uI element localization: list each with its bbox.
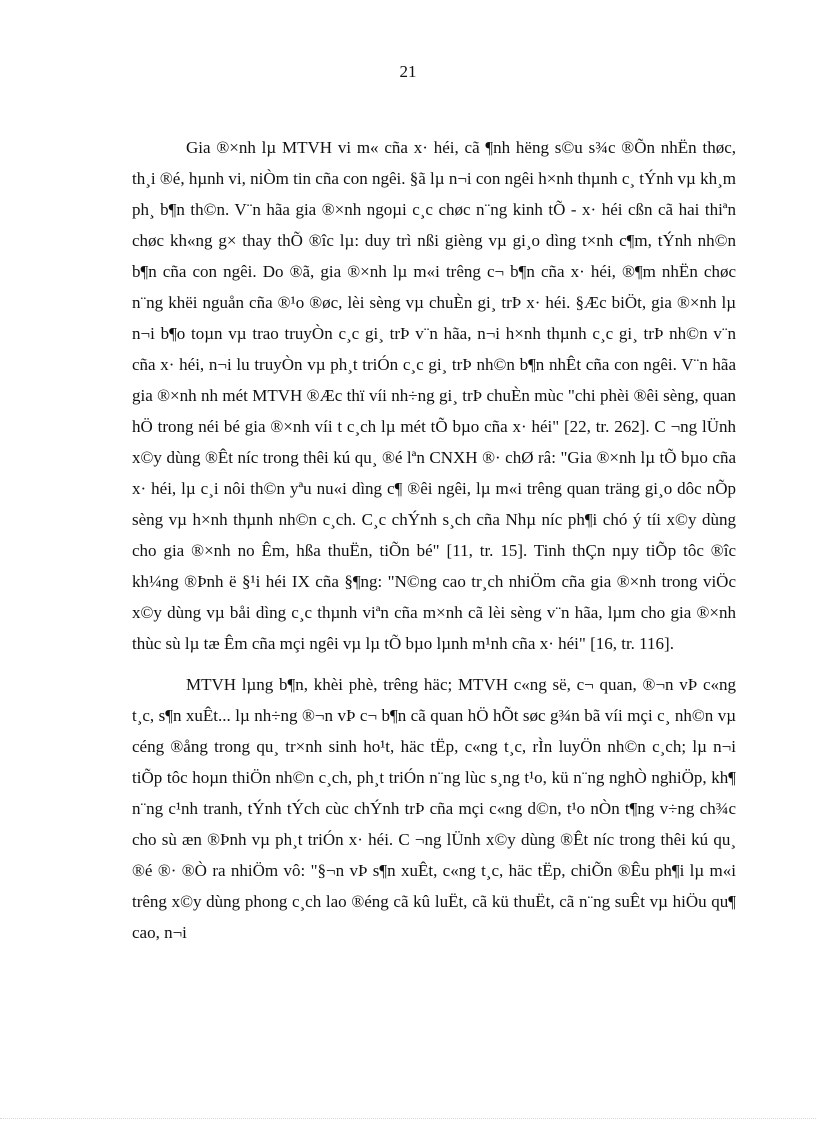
page-number: 21: [399, 62, 417, 81]
body-text: [132, 132, 736, 958]
paragraph-work-environment: MTVH lµng b¶n, khèi phè, trêng häc; MTVH c«ng së, c¬ quan, ®¬n vÞ c«ng t¸c, s¶n xuÊt... lµ nh÷ng ®¬n vÞ c¬ b¶n cã quan hÖ hÕt søc g¾n bã víi mçi c¸ nh©n vµ céng ®ång trong qu¸ tr×nh sinh ho¹t, häc tËp, c«ng t¸c, rÌn luyÖn nh©n c¸ch; lµ n¬i tiÕp tôc hoµn thiÖn nh©n c¸ch, ph¸t triÓn n¨ng lùc s¸ng t¹o, kü n¨ng nghÒ nghiÖp, kh¶ n¨ng c¹nh tranh, tÝnh tÝch cùc chÝnh trÞ cña mçi c«ng d©n, t¹o nÒn t¶ng v÷ng ch¾c cho sù æn ®Þnh vµ ph¸t triÓn x· héi. C ¬ng lÜnh x©y dùng ®Êt níc trong thêi kú qu¸ ®é ®· ®Ò ra nhiÖm vô: "§¬n vÞ s¶n xuÊt, c«ng t¸c, häc tËp, chiÕn ®Êu ph¶i lµ m«i trêng x©y dùng phong c¸ch lao ®éng cã kû luËt, cã kü thuËt, cã n¨ng suÊt vµ hiÖu qu¶ cao, n¬i: [132, 675, 736, 942]
page-bottom-divider: [0, 1118, 816, 1119]
paragraph-family-culture: Gia ®×nh lµ MTVH vi m« cña x· héi, cã ¶nh hëng s©u s¾c ®Õn nhËn thøc, th¸i ®é, hµnh vi, niÒm tin cña con ngêi. §ã lµ n¬i con ngêi h×nh thµnh c¸ tÝnh vµ kh¸m ph¸ b¶n th©n. V¨n hãa gia ®×nh ngoµi c¸c chøc n¨ng kinh tÕ - x· héi cßn cã hai thiªn chøc kh«ng g× thay thÕ ®îc lµ: duy trì nßi gièng vµ gi¸o dìng t×nh c¶m, tÝnh nh©n b¶n cña con ngêi. Do ®ã, gia ®×nh lµ m«i trêng c¬ b¶n cña x· héi, ®¶m nhËn chøc n¨ng khëi nguån cña ®¹o ®øc, lèi sèng vµ chuÈn gi¸ trÞ x· héi. §Æc biÖt, gia ®×nh lµ n¬i b¶o toµn vµ trao truyÒn c¸c gi¸ trÞ v¨n hãa, n¬i h×nh thµnh c¸c gi¸ trÞ nh©n v¨n cña x· héi, n¬i lu truyÒn vµ ph¸t triÓn c¸c gi¸ trÞ nh©n b¶n nhÊt cña con ngêi. V¨n hãa gia ®×nh nh mét MTVH ®Æc thï víi nh÷ng gi¸ trÞ chuÈn mùc "chi phèi ®êi sèng, quan hÖ trong néi bé gia ®×nh víi t c¸ch lµ mét tÕ bµo cña x· héi" [22, tr. 262]. C ¬ng lÜnh x©y dùng ®Êt níc trong thêi kú qu¸ ®é lªn CNXH ®· chØ râ: "Gia ®×nh lµ tÕ bµo cña x· héi, lµ c¸i nôi th©n yªu nu«i dìng c¶ ®êi ngêi, lµ m«i trêng quan träng gi¸o dôc nÕp sèng vµ h×nh thµnh nh©n c¸ch. C¸c chÝnh s¸ch cña Nhµ níc ph¶i chó ý tíi x©y dùng cho gia ®×nh no Êm, hßa thuËn, tiÕn bé" [11, tr. 15]. Tinh thÇn nµy tiÕp tôc ®îc kh¼ng ®Þnh ë §¹i héi IX cña §¶ng: "N©ng cao tr¸ch nhiÖm cña gia ®×nh trong viÖc x©y dùng vµ båi dìng c¸c thµnh viªn cña m×nh cã lèi sèng v¨n hãa, lµm cho gia ®×nh thùc sù lµ tæ Êm cña mçi ngêi vµ lµ tÕ bµo lµnh m¹nh cña x· héi" [16, tr. 116].: [132, 138, 736, 653]
